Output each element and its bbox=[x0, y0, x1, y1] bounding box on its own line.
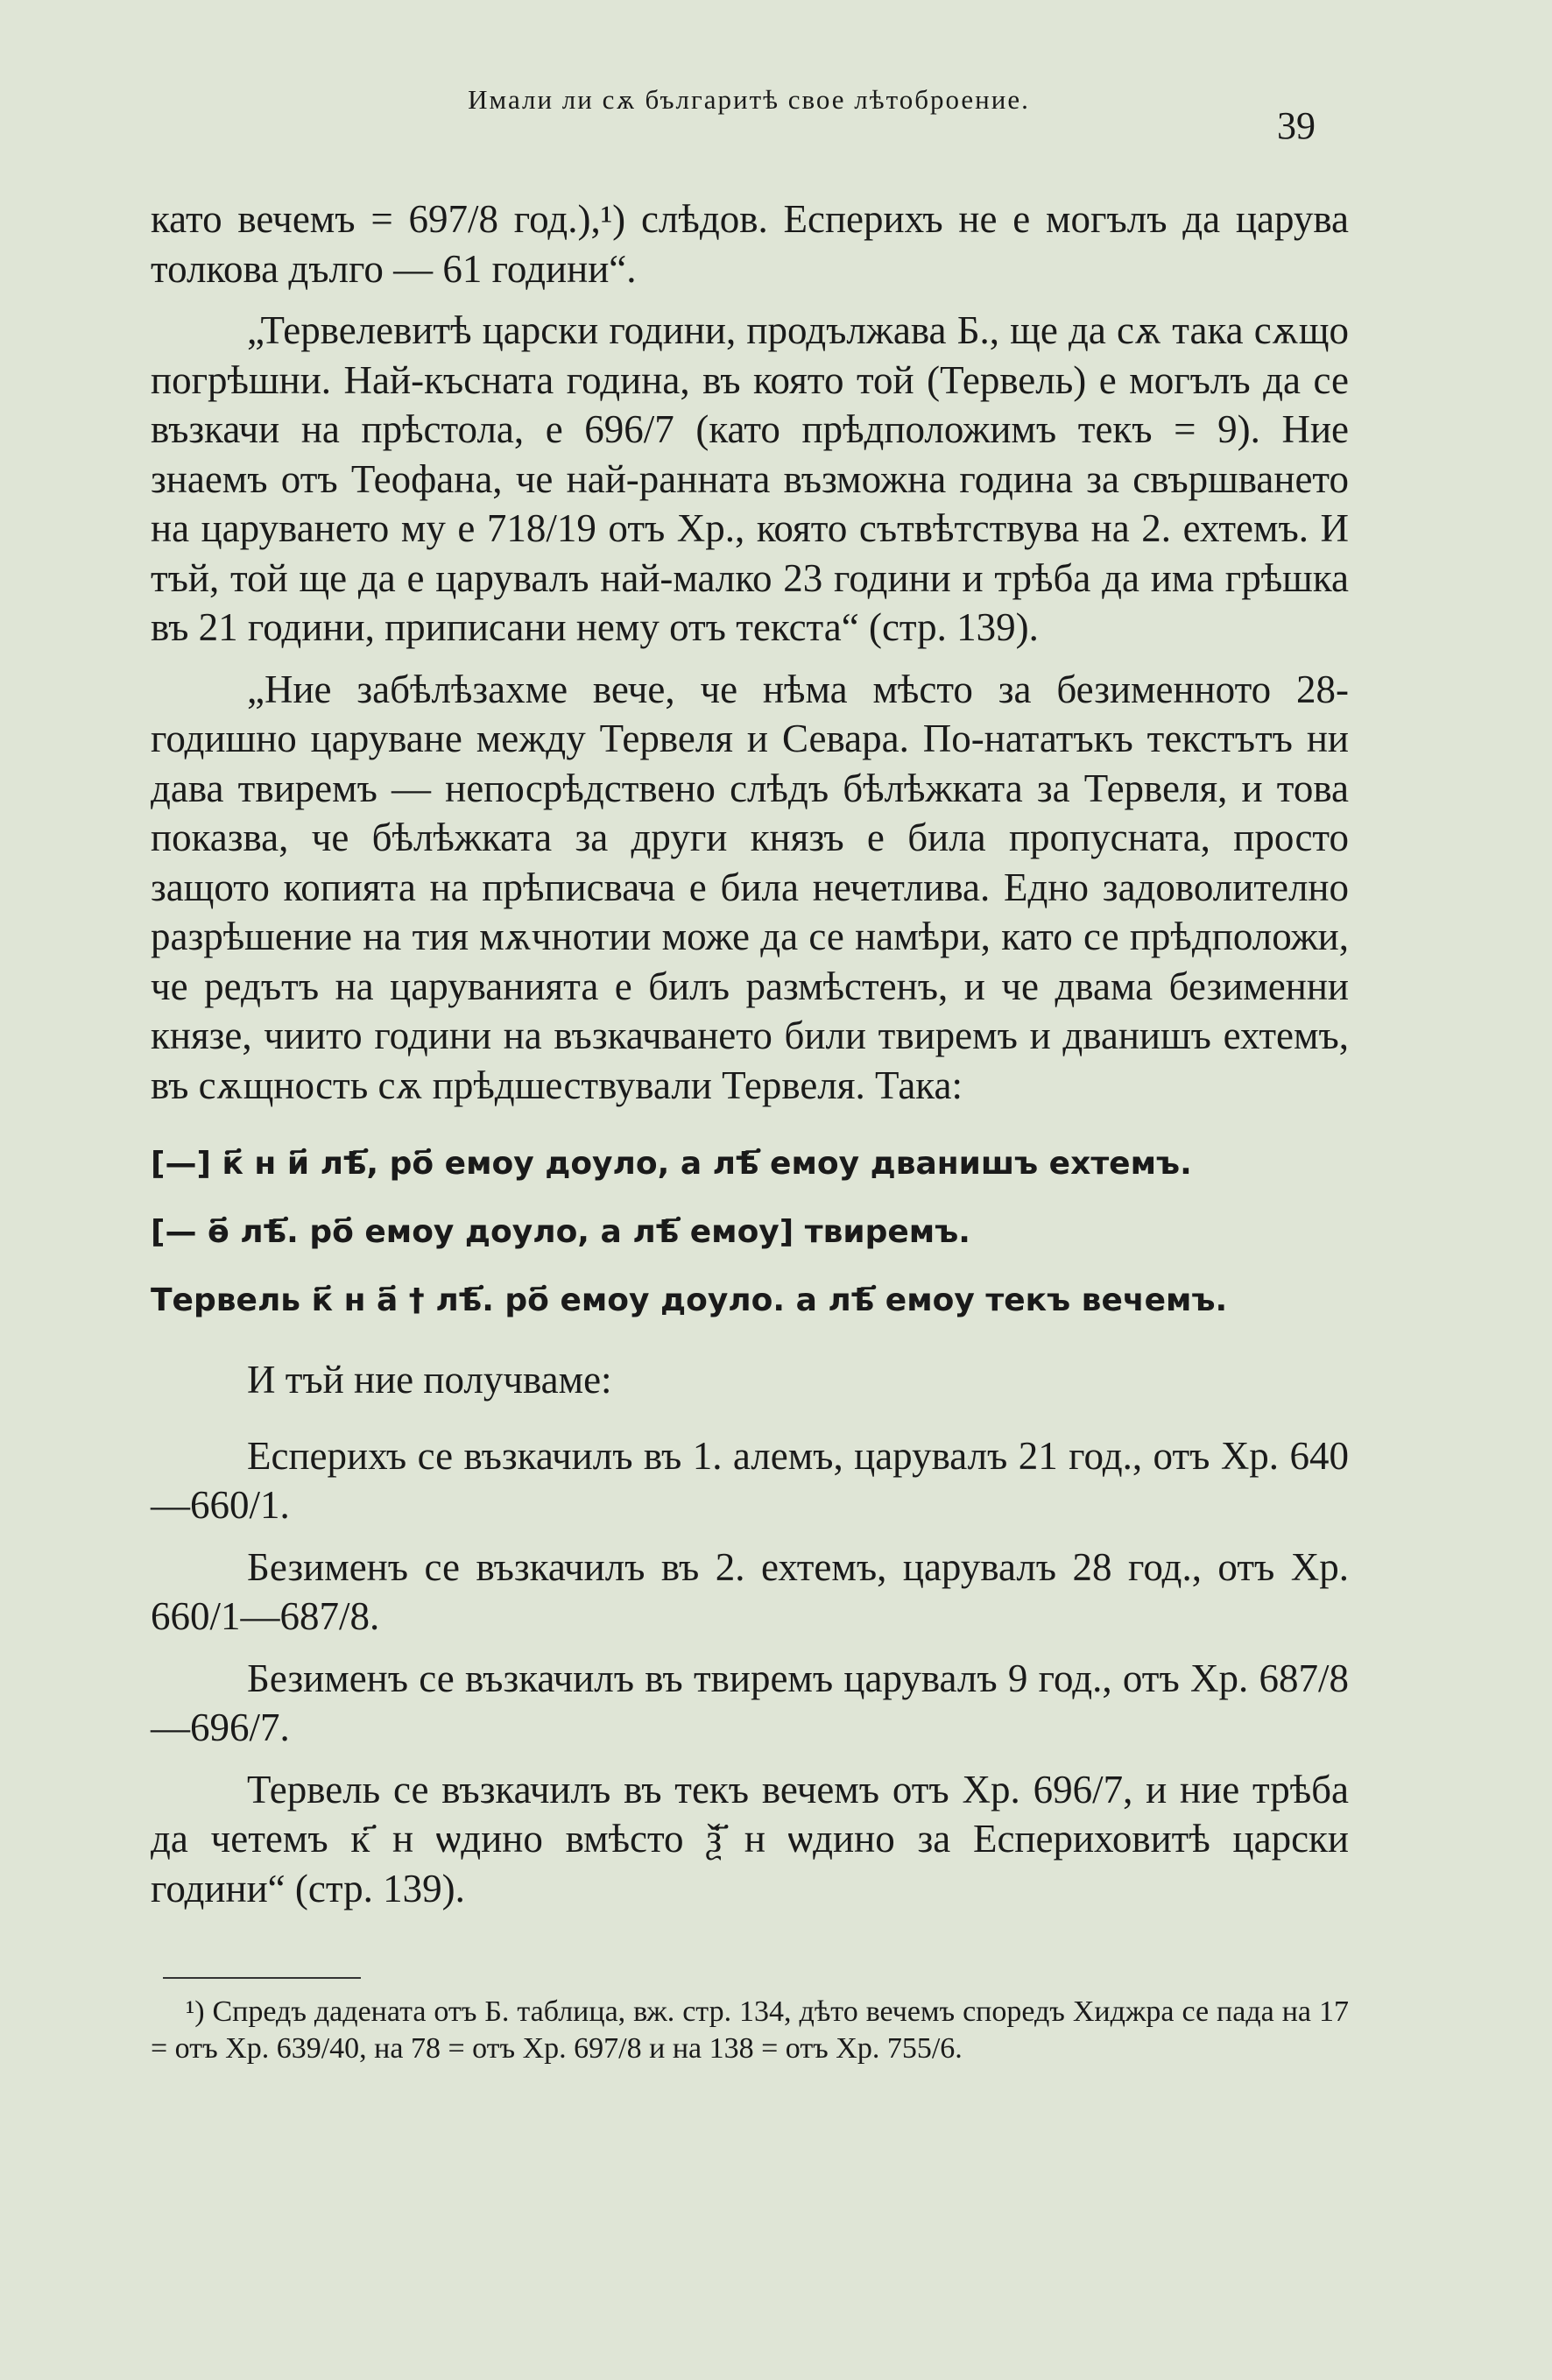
footnote-rule bbox=[163, 1977, 361, 1979]
church-slavonic-line: [— ѳ҃ лѣ҃. ро҃ емоу доуло, а лѣ҃ емоу] твиремъ. bbox=[151, 1214, 970, 1250]
footnote bbox=[151, 1994, 1349, 2067]
running-header: Имали ли сѫ българитѣ свое лѣтоброение. bbox=[468, 84, 1030, 115]
paragraph: като вечемъ = 697/8 год.),¹) слѣдов. Есперихъ не е могълъ да царува толкова дълго — 61 години“. bbox=[151, 197, 1349, 291]
main-text bbox=[151, 194, 1349, 1913]
paragraph: „Ние забѣлѣзахме вече, че нѣма мѣсто за безименното 28-годишно царуване между Тервеля и Севара. По-нататъкъ текстътъ ни дава твиремъ — непосрѣдствено слѣдъ бѣлѣжката за Тервеля, и това показва, че бѣлѣжката за други князъ е била пропусната, просто защото копията на прѣписвача е била нечетлива. Едно задоволително разрѣшение на тия мѫчнотии може да се намѣри, като се прѣдположи, че редътъ на царуванията е билъ размѣстенъ, и че двама безименни князе, чиито години на възкачването били твиремъ и дванишъ ехтемъ, въ сѫщность сѫ прѣдшествували Тервеля. Така: bbox=[151, 667, 1349, 1107]
church-slavonic-line: [—] к҃ н и҃ лѣ҃, ро҃ емоу доуло, а лѣ҃ емоу дванишъ ехтемъ. bbox=[151, 1146, 1192, 1182]
paragraph: Есперихъ се възкачилъ въ 1. алемъ, царувалъ 21 год., отъ Хр. 640—660/1. bbox=[151, 1433, 1349, 1527]
paragraph: И тъй ние получваме: bbox=[247, 1358, 612, 1402]
paragraph: Безименъ се възкачилъ въ 2. ехтемъ, царувалъ 28 год., отъ Хр. 660/1—687/8. bbox=[151, 1544, 1349, 1638]
paragraph: Тервель се възкачилъ въ текъ вечемъ отъ Хр. 696/7, и ние трѣба да четемъ к҃ н ѡдино вмѣсто ѯ҃ н ѡдино за Еспериховитѣ царски години“ (стр. 139). bbox=[151, 1767, 1349, 1910]
page-number: 39 bbox=[1277, 104, 1316, 147]
paragraph: Безименъ се възкачилъ въ твиремъ царувалъ 9 год., отъ Хр. 687/8—696/7. bbox=[151, 1656, 1349, 1749]
footnote-text: ¹) Спредъ дадената отъ Б. таблица, вж. стр. 134, дѣто вечемъ споредъ Хиджра се пада на 17 = отъ Хр. 639/40, на 78 = отъ Хр. 697/8 и на 138 = отъ Хр. 755/6. bbox=[151, 1995, 1349, 2065]
church-slavonic-line: Тервель к҃ н а҃ † лѣ҃. ро҃ емоу доуло. а лѣ҃ емоу текъ вечемъ. bbox=[151, 1282, 1228, 1318]
paragraph: „Тервелевитѣ царски години, продължава Б., ще да сѫ така сѫщо погрѣшни. Най-късната година, въ която той (Тервель) е могълъ да се възкачи на прѣстола, е 696/7 (като прѣдположимъ текъ = 9). Ние знаемъ отъ Теофана, че най-ранната възможна година за свършването на царуването му е 718/19 отъ Хр., която сътвѣтствува на 2. ехтемъ. И тъй, той ще да е царувалъ най-малко 23 години и трѣба да има грѣшка въ 21 години, приписани нему отъ текста“ (стр. 139). bbox=[151, 308, 1349, 649]
